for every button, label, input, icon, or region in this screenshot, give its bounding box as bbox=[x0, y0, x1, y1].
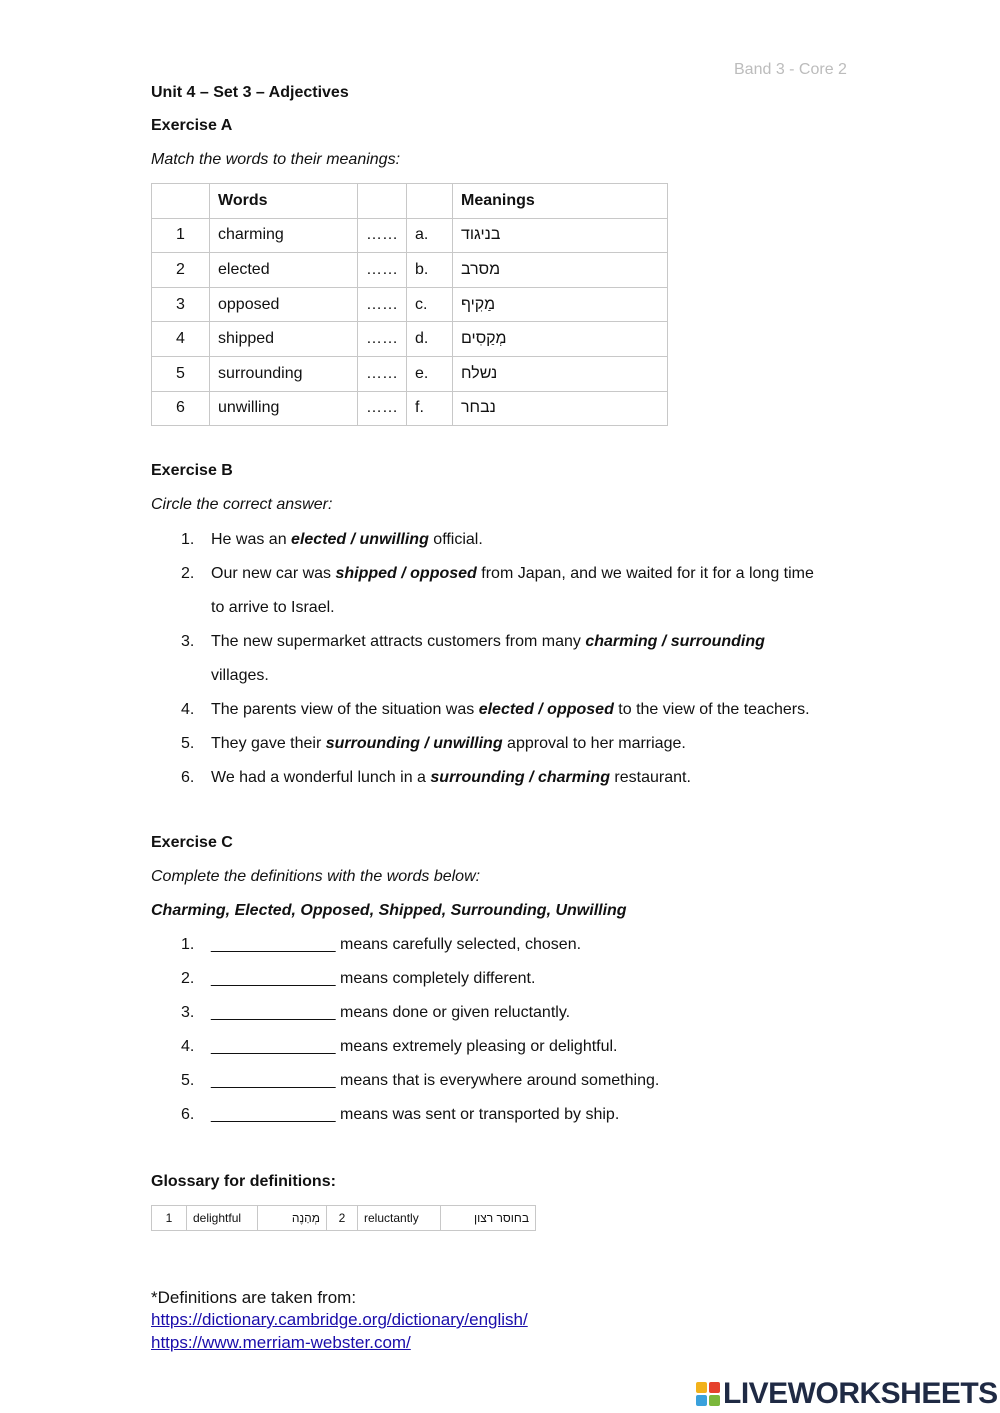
list-item: 6. We had a wonderful lunch in a surrounding / charming restaurant. bbox=[181, 769, 691, 786]
glossary-heading: Glossary for definitions: bbox=[151, 1173, 336, 1190]
answer-blank[interactable]: …… bbox=[358, 253, 407, 288]
band-label: Band 3 - Core 2 bbox=[734, 61, 847, 78]
fill-blank[interactable]: ______________ bbox=[211, 1106, 336, 1123]
brand-name: LIVEWORKSHEETS bbox=[723, 1377, 998, 1410]
matching-table-header bbox=[152, 184, 668, 219]
list-item: 1. ______________ means carefully selected, chosen. bbox=[181, 936, 582, 953]
list-item: 3. The new supermarket attracts customers from many charming / surrounding villages. bbox=[181, 633, 765, 684]
sources-note: *Definitions are taken from: bbox=[151, 1288, 357, 1307]
table-row: 4 shipped …… d. מְקַסִים bbox=[152, 322, 668, 357]
table-row: 2 elected …… b. מסרב bbox=[152, 253, 668, 288]
list-item: 4. ______________ means extremely pleasing or delightful. bbox=[181, 1038, 618, 1055]
list-item: 2. Our new car was shipped / opposed from Japan, and we waited for it for a long time to arrive to Israel. bbox=[181, 565, 814, 616]
exercise-c-heading: Exercise C bbox=[151, 834, 233, 851]
table-row: 5 surrounding …… e. נשלח bbox=[152, 356, 668, 391]
word-bank: Charming, Elected, Opposed, Shipped, Surrounding, Unwilling bbox=[151, 902, 627, 919]
answer-choice[interactable]: shipped / opposed bbox=[335, 565, 477, 582]
list-item: 2. ______________ means completely different. bbox=[181, 970, 536, 987]
exercise-c-instruction: Complete the definitions with the words below: bbox=[151, 868, 481, 885]
exercise-c-list bbox=[151, 928, 659, 1132]
liveworksheets-logo bbox=[696, 1377, 998, 1411]
list-item: 4. The parents view of the situation was elected / opposed to the view of the teachers. bbox=[181, 701, 810, 718]
page-title: Unit 4 – Set 3 – Adjectives bbox=[151, 84, 349, 101]
answer-blank[interactable]: …… bbox=[358, 218, 407, 253]
answer-choice[interactable]: surrounding / charming bbox=[430, 769, 610, 786]
answer-choice[interactable]: elected / opposed bbox=[478, 701, 614, 718]
answer-choice[interactable]: charming / surrounding bbox=[585, 633, 765, 650]
merriam-webster-link[interactable]: https://www.merriam-webster.com/ bbox=[151, 1333, 411, 1352]
answer-choice[interactable]: surrounding / unwilling bbox=[325, 735, 503, 752]
list-item: 5. ______________ means that is everywhere around something. bbox=[181, 1072, 660, 1089]
fill-blank[interactable]: ______________ bbox=[211, 970, 336, 987]
answer-blank[interactable]: …… bbox=[358, 287, 407, 322]
table-row: 1 delightful מְהַנֶה 2 reluctantly בחוסר רצון bbox=[152, 1206, 536, 1231]
exercise-b-list bbox=[151, 523, 814, 795]
table-row: 1 charming …… a. בניגוד bbox=[152, 218, 668, 253]
list-item: 3. ______________ means done or given reluctantly. bbox=[181, 1004, 571, 1021]
answer-blank[interactable]: …… bbox=[358, 391, 407, 426]
table-row: 6 unwilling …… f. נבחר bbox=[152, 391, 668, 426]
answer-blank[interactable]: …… bbox=[358, 356, 407, 391]
list-item: 1. He was an elected / unwilling official. bbox=[181, 531, 483, 548]
exercise-b-instruction: Circle the correct answer: bbox=[151, 496, 333, 513]
fill-blank[interactable]: ______________ bbox=[211, 1004, 336, 1021]
exercise-a-instruction: Match the words to their meanings: bbox=[151, 151, 401, 168]
list-item: 5. They gave their surrounding / unwilling approval to her marriage. bbox=[181, 735, 686, 752]
glossary-table bbox=[151, 1205, 536, 1231]
list-item: 6. ______________ means was sent or transported by ship. bbox=[181, 1106, 620, 1123]
col-words: Words bbox=[210, 184, 358, 219]
fill-blank[interactable]: ______________ bbox=[211, 936, 336, 953]
answer-blank[interactable]: …… bbox=[358, 322, 407, 357]
fill-blank[interactable]: ______________ bbox=[211, 1038, 336, 1055]
cambridge-link[interactable]: https://dictionary.cambridge.org/dictionary/english/ bbox=[151, 1310, 528, 1329]
exercise-a-heading: Exercise A bbox=[151, 117, 233, 134]
exercise-b-heading: Exercise B bbox=[151, 462, 233, 479]
col-meanings: Meanings bbox=[453, 184, 668, 219]
matching-table bbox=[151, 183, 668, 426]
answer-choice[interactable]: elected / unwilling bbox=[291, 531, 429, 548]
logo-tiles-icon bbox=[696, 1382, 720, 1406]
table-row: 3 opposed …… c. מַקִיף bbox=[152, 287, 668, 322]
fill-blank[interactable]: ______________ bbox=[211, 1072, 336, 1089]
